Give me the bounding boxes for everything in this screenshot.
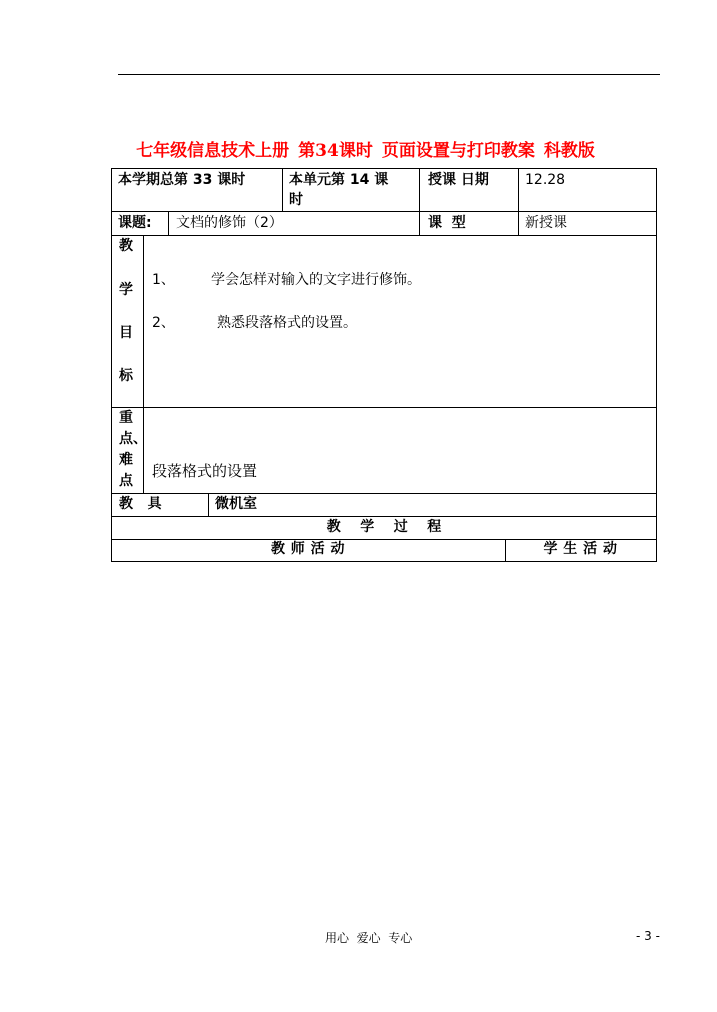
key-label-char-2: 点、	[119, 431, 147, 447]
key-value: 段落格式的设置	[152, 462, 258, 480]
unit-lesson-line1: 本单元第 14 课	[289, 172, 389, 188]
process-label: 教 学 过 程	[326, 519, 442, 535]
page-number: - 3 -	[636, 929, 660, 943]
type-value: 新授课	[525, 215, 567, 231]
teacher-activity-header: 教 师 活 动	[270, 541, 346, 557]
tools-value: 微机室	[215, 496, 257, 512]
topic-value: 文档的修饰（2）	[176, 215, 283, 231]
title-part-1: 七年级信息技术上册	[136, 141, 290, 161]
title-part-3: 页面设置与打印教案	[381, 141, 535, 161]
type-label: 课 型	[428, 215, 466, 231]
date-value: 12.28	[525, 172, 566, 188]
goal-label-char-1: 教	[119, 238, 133, 254]
unit-lesson-line2: 时	[289, 192, 303, 208]
key-label-char-1: 重	[119, 410, 133, 426]
goal-1-number: 1、	[152, 272, 175, 288]
goal-label-char-4: 标	[119, 368, 133, 384]
title-part-4: 科教版	[543, 141, 595, 161]
document-title	[0, 136, 717, 161]
title-part-2: 第34课时	[298, 141, 373, 161]
date-label: 授课 日期	[428, 172, 489, 188]
goal-2-text: 熟悉段落格式的设置。	[217, 315, 357, 331]
goal-label-char-3: 目	[119, 325, 133, 341]
key-label-char-3: 难	[119, 452, 133, 468]
footer-motto: 用心 爱心 专心	[325, 931, 413, 945]
header-rule	[118, 74, 660, 75]
topic-label: 课题:	[118, 215, 152, 231]
tools-label: 教 具	[119, 496, 162, 512]
goal-1-text: 学会怎样对输入的文字进行修饰。	[211, 272, 421, 288]
student-activity-header: 学 生 活 动	[543, 541, 618, 557]
total-lesson-cell: 本学期总第 33 课时	[118, 172, 246, 188]
goal-label-char-2: 学	[119, 282, 133, 298]
key-label-char-4: 点	[119, 473, 133, 489]
goal-2-number: 2、	[152, 315, 175, 331]
